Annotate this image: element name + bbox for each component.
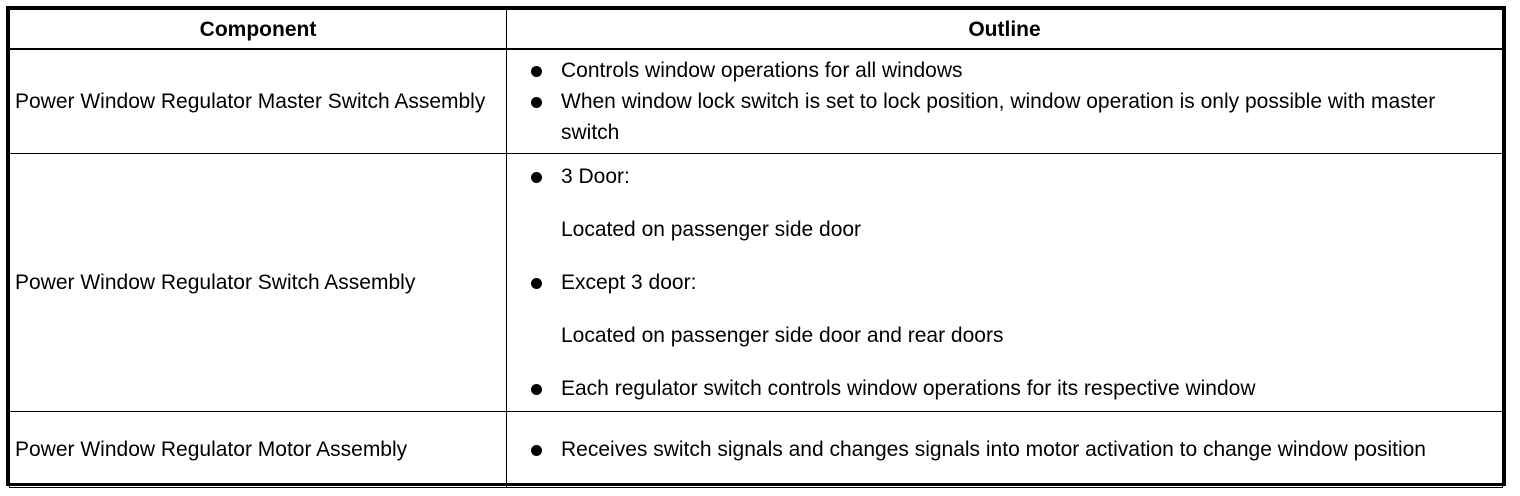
bullet-text: Receives switch signals and changes signals into motor activation to change window position [561, 437, 1426, 461]
table-row [10, 153, 1503, 411]
bullet-list [529, 161, 1496, 404]
bullet-icon [531, 172, 542, 183]
list-item [529, 55, 1496, 86]
bullet-icon [531, 445, 542, 456]
list-item [529, 373, 1496, 404]
list-item [529, 434, 1496, 465]
bullet-text: When window lock switch is set to lock position, window operation is only possible with master switch [561, 89, 1436, 144]
table-header-row [10, 10, 1503, 50]
list-item [529, 161, 1496, 192]
bullet-text: Each regulator switch controls window operations for its respective window [561, 376, 1256, 400]
bullet-subnote [529, 214, 1496, 245]
bullet-icon [531, 278, 542, 289]
column-header-component: Component [10, 10, 507, 50]
component-cell: Power Window Regulator Switch Assembly [10, 153, 507, 411]
column-header-outline: Outline [507, 10, 1503, 50]
component-cell: Power Window Regulator Motor Assembly [10, 411, 507, 487]
outline-cell [507, 49, 1503, 153]
bullet-list [529, 55, 1496, 148]
component-cell: Power Window Regulator Master Switch Assembly [10, 49, 507, 153]
list-item [529, 267, 1496, 298]
table [9, 9, 1503, 488]
bullet-text: Controls window operations for all windows [561, 58, 963, 82]
bullet-text: Except 3 door: [561, 270, 697, 294]
bullet-text: 3 Door: [561, 164, 630, 188]
outline-cell [507, 411, 1503, 487]
bullet-icon [531, 384, 542, 395]
list-item [529, 86, 1496, 148]
bullet-icon [531, 97, 542, 108]
table-row [10, 411, 1503, 487]
outline-cell [507, 153, 1503, 411]
component-outline-table [6, 6, 1506, 486]
bullet-subnote [529, 320, 1496, 351]
table-row [10, 49, 1503, 153]
bullet-icon [531, 66, 542, 77]
subnote-text: Located on passenger side door [561, 217, 862, 241]
subnote-text: Located on passenger side door and rear doors [561, 323, 1004, 347]
bullet-list [529, 434, 1496, 465]
